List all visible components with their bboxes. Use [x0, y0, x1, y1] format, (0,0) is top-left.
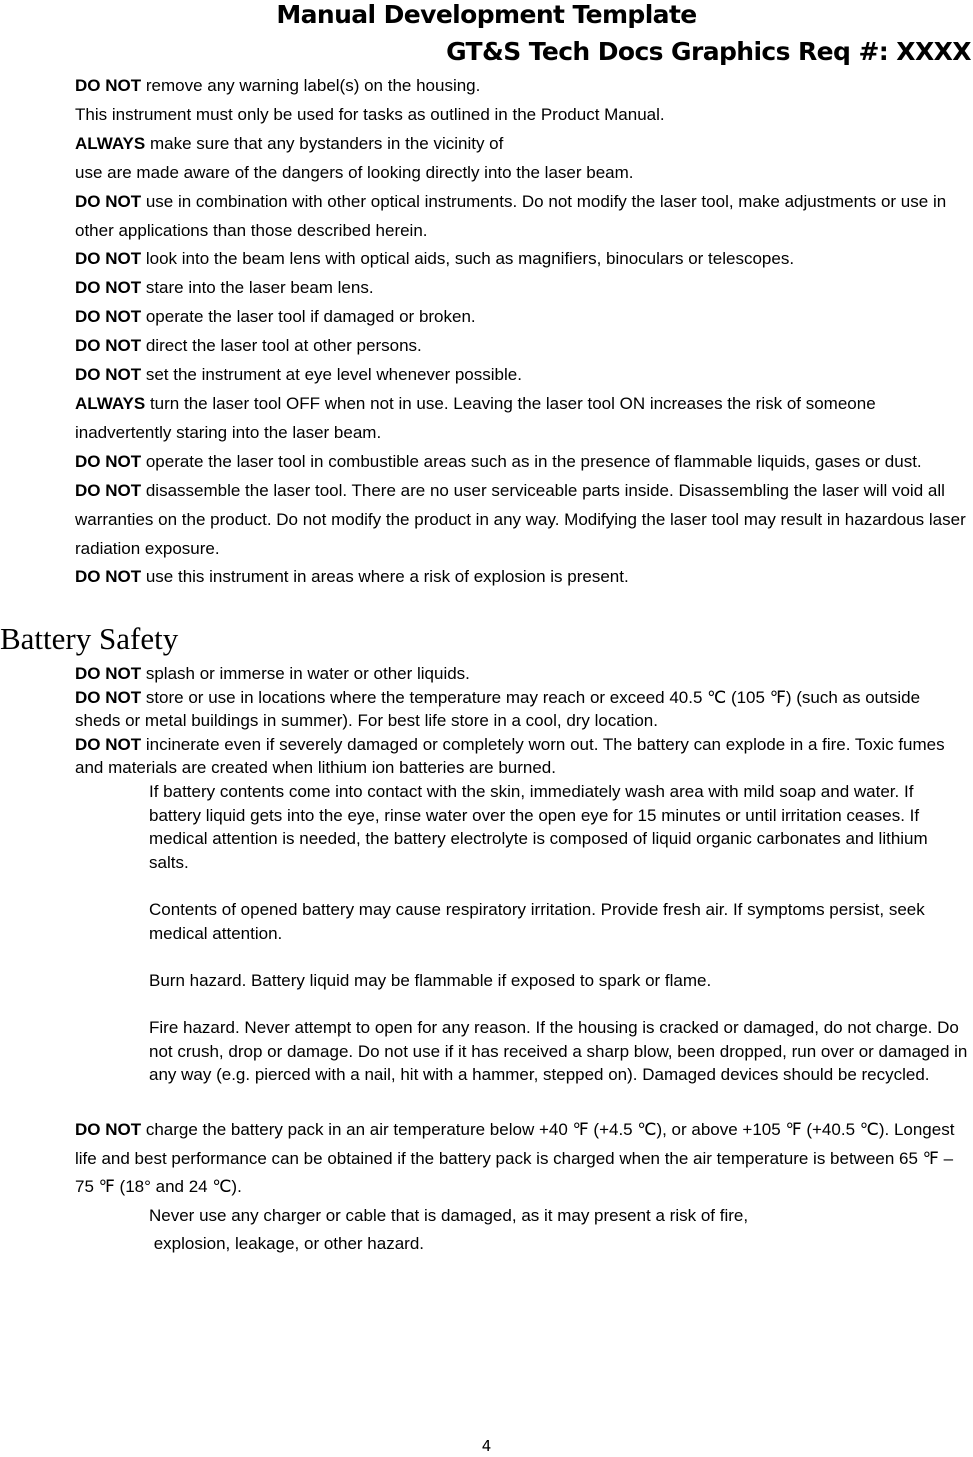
warning-lead: DO NOT [75, 191, 142, 211]
list-item [75, 188, 970, 246]
list-item [75, 733, 970, 780]
warning-text: splash or immerse in water or other liquids. [141, 664, 470, 683]
list-item [75, 72, 970, 101]
list-item [75, 303, 970, 332]
warning-lead: DO NOT [75, 307, 142, 327]
warning-text: operate the laser tool in combustible areas such as in the presence of flammable liquids, gases or dust. [141, 451, 922, 471]
list-item [75, 130, 970, 159]
list-item [75, 390, 970, 448]
warning-lead: DO NOT [75, 664, 142, 683]
warning-lead: DO NOT [75, 76, 142, 95]
laser-safety-list [75, 72, 970, 592]
list-item [75, 332, 970, 361]
warning-text: stare into the laser beam lens. [141, 278, 374, 298]
charger-note: explosion, leakage, or other hazard. [149, 1234, 425, 1253]
list-item [75, 361, 970, 390]
battery-note: If battery contents come into contact with the skin, immediately wash area with mild soap and water. If battery liquid gets into the eye, rinse water over the open eye for 15 minutes or until irritation ceases. If medical attention is needed, the battery electrolyte is composed of liquid organic carbonates and lithium salts. [149, 781, 928, 872]
battery-note: Fire hazard. Never attempt to open for any reason. If the housing is cracked or damaged, do not charge. Do not crush, drop or damage. Do not use if it has received a sharp blow, been dropped, run over or damaged in any way (e.g. pierced with a nail, hit with a hammer, stepped on). Damaged devices should be recycled. [149, 1017, 968, 1085]
warning-lead: DO NOT [75, 567, 142, 587]
list-item [75, 448, 970, 477]
warning-text: use are made aware of the dangers of looking directly into the laser beam. [75, 162, 634, 182]
battery-note: Burn hazard. Battery liquid may be flammable if exposed to spark or flame. [149, 970, 712, 990]
warning-text: disassemble the laser tool. There are no user serviceable parts inside. Disassembling the laser will void all warranties on the product. Do not modify the product in any way. Modifying the laser tool may result in hazardous laser radiation exposure. [75, 480, 966, 558]
warning-text: operate the laser tool if damaged or broken. [141, 307, 476, 327]
spacer [75, 874, 970, 898]
battery-note: Contents of opened battery may cause respiratory irritation. Provide fresh air. If symptoms persist, seek medical attention. [149, 899, 925, 943]
warning-text: remove any warning label(s) on the housing. [141, 76, 481, 95]
list-item [75, 101, 970, 130]
list-item [75, 1116, 970, 1202]
document-title: Manual Development Template [276, 0, 697, 29]
battery-safety-heading: Battery Safety [0, 621, 179, 656]
spacer [75, 992, 970, 1016]
list-item [75, 477, 970, 564]
warning-text: look into the beam lens with optical aids, such as magnifiers, binoculars or telescopes. [141, 249, 795, 269]
charging-section [75, 1116, 970, 1259]
warning-lead: DO NOT [75, 451, 142, 471]
warning-lead: DO NOT [75, 687, 142, 707]
warning-lead: DO NOT [75, 365, 142, 385]
warning-lead: DO NOT [75, 480, 142, 500]
warning-lead: ALWAYS [75, 393, 146, 413]
warning-text: store or use in locations where the temperature may reach or exceed 40.5 ℃ (105 ℉) (such as outside sheds or metal buildings in summer). For best life store in a cool, dry location. [75, 687, 921, 731]
warning-text: use this instrument in areas where a risk of explosion is present. [141, 567, 629, 587]
list-item [75, 662, 970, 686]
document-subtitle: GT&S Tech Docs Graphics Req #: XXXX [446, 37, 971, 66]
list-item [75, 686, 970, 733]
list-item [75, 245, 970, 274]
charger-note: Never use any charger or cable that is damaged, as it may present a risk of fire, [149, 1205, 749, 1225]
warning-text: set the instrument at eye level whenever possible. [141, 365, 522, 385]
list-item [75, 159, 970, 188]
list-item [75, 563, 970, 592]
warning-text: use in combination with other optical instruments. Do not modify the laser tool, make adjustments or use in other applications than those described herein. [75, 191, 947, 240]
page-number: 4 [481, 1437, 492, 1455]
warning-text: direct the laser tool at other persons. [141, 336, 422, 356]
warning-lead: DO NOT [75, 336, 142, 356]
warning-text: incinerate even if severely damaged or completely worn out. The battery can explode in a fire. Toxic fumes and materials are created when lithium ion batteries are burned. [75, 734, 945, 778]
warning-text: This instrument must only be used for tasks as outlined in the Product Manual. [75, 104, 665, 124]
battery-safety-list [75, 662, 970, 1087]
warning-lead: ALWAYS [75, 133, 146, 153]
warning-text: charge the battery pack in an air temperature below +40 ℉ (+4.5 ℃), or above +105 ℉ (+40.5 ℃). Longest life and best performance can be obtained if the battery pack is charged when the air temperature is between 65 ℉ –75 ℉ (18° and 24 ℃). [75, 1120, 955, 1196]
warning-lead: DO NOT [75, 278, 142, 298]
spacer [75, 945, 970, 969]
warning-text: turn the laser tool OFF when not in use. Leaving the laser tool ON increases the risk of someone inadvertently staring into the laser beam. [75, 393, 876, 442]
list-item [75, 274, 970, 303]
warning-lead: DO NOT [75, 249, 142, 269]
warning-lead: DO NOT [75, 1120, 142, 1139]
warning-lead: DO NOT [75, 734, 142, 754]
warning-text: make sure that any bystanders in the vicinity of [145, 133, 504, 153]
